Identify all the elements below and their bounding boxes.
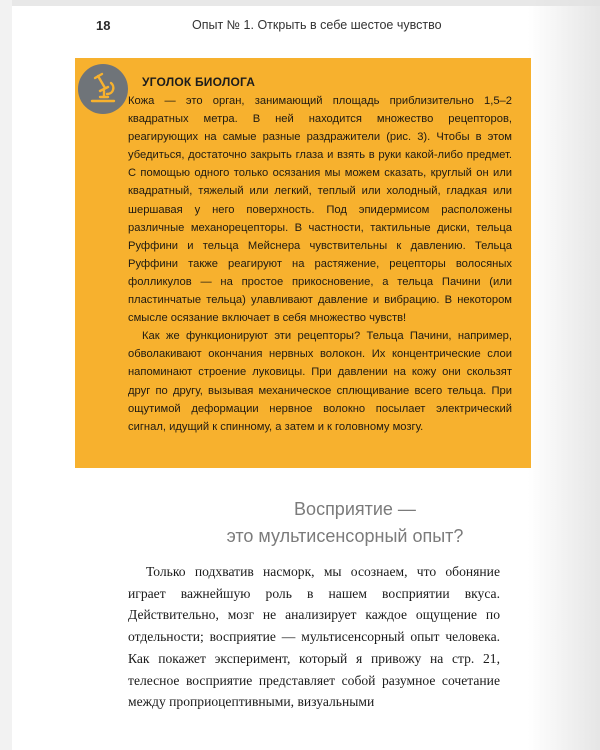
section-heading-line: это мультисенсорный опыт?: [226, 526, 464, 546]
page-header: [72, 14, 527, 38]
running-head: Опыт № 1. Открыть в себе шестое чувство: [192, 18, 442, 32]
body-paragraph: Только подхватив насморк, мы осознаем, что обоняние играет важнейшую роль в нашем восприятии вкуса. Действительно, мозг не анализирует каждое ощущение по отдельности; восприятие — мультисенсорный опыт человека. Как покажет эксперимент, который я привожу на стр. 21, телесное восприятие представляет собой разумное сочетание между проприоцептивными, визуальными: [128, 564, 500, 710]
biologist-badge: [78, 64, 128, 114]
section-heading: [130, 496, 520, 550]
sidebar-title: УГОЛОК БИОЛОГА: [142, 75, 256, 89]
page-number: 18: [96, 18, 111, 33]
body-text: [128, 561, 500, 713]
page-top-edge: [0, 0, 600, 6]
sidebar-paragraph: Как же функционируют эти рецепторы? Тельца Пачини, например, обволакивают окончания нервных волокон. Их концентрические слои напоминают строение луковицы. При давлении на кожу они скользят друг по другу, вызывая механическое сплющивание всего тельца. При ощутимой деформации нервное волокно посылает электрический сигнал, идущий к спинному, а затем и к головному мозгу.: [128, 330, 512, 433]
sidebar-paragraph: Кожа — это орган, занимающий площадь приблизительно 1,5–2 квадратных метра. В ней находится множество рецепторов, реагирующих на самые разные раздражители (рис. 3). Чтобы в этом убедиться, достаточно закрыть глаза и взять в руки какой-либо предмет. С помощью одного только осязания мы можем сказать, круглый он или квадратный, тяжелый или легкий, теплый или холодный, гладкая или шершавая у него поверхность. Под эпидермисом расположены различные механорецепторы. В частности, тактильные диски, тельца Руффини и тельца Мейснера чувствительны к давлению. Тельца Руффини также реагируют на растяжение, рецепторы волосяных фолликулов — на простое прикосновение, а тельца Пачини (или пластинчатые тельца) улавливают давление и вибрацию. В некотором смысле осязание включает в себя множество чувств!: [128, 95, 512, 325]
microscope-icon: [78, 64, 128, 114]
section-heading-line: Восприятие —: [294, 499, 416, 519]
page-left-edge: [0, 0, 12, 750]
sidebar-body: [128, 92, 512, 436]
page-gutter-shadow: [528, 0, 600, 750]
